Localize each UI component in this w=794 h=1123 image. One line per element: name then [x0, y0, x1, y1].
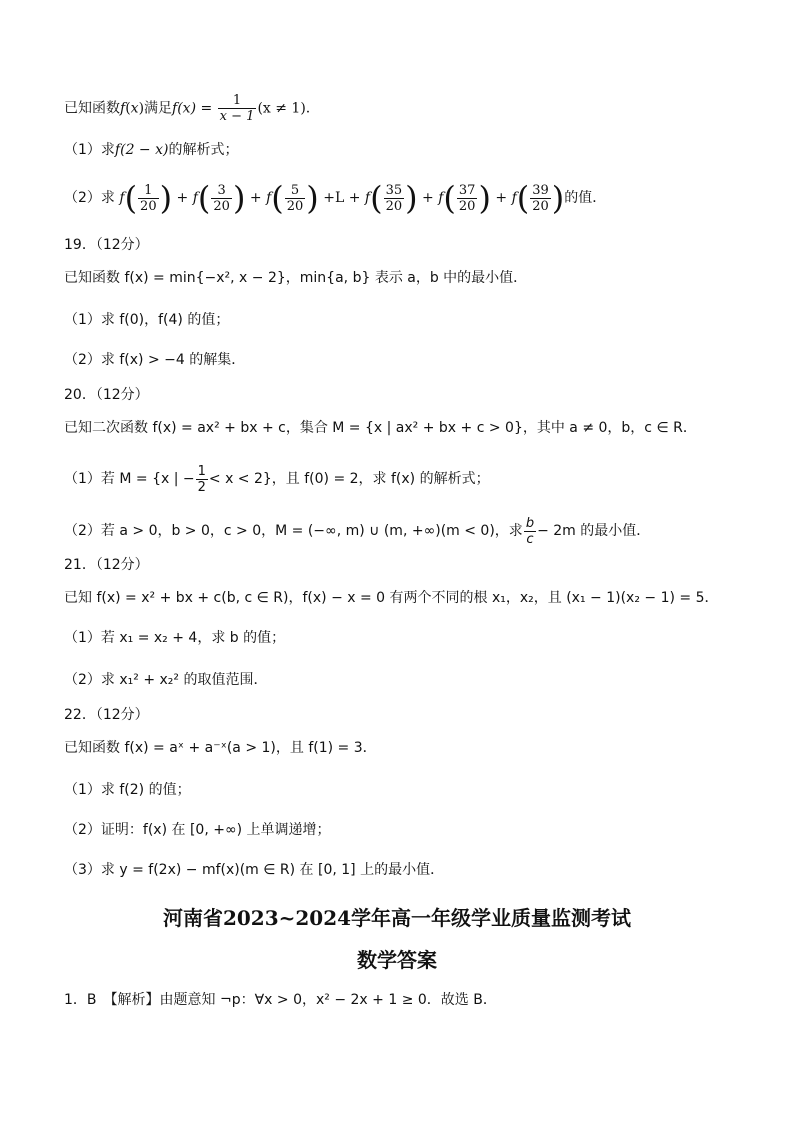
q20-stem: 已知二次函数 f(x) = ax² + bx + c，集合 M = {x | ax² + bx + c > 0}，其中 a ≠ 0，b，c ∈ R． [64, 420, 697, 436]
q22-stem: 已知函数 f(x) = aˣ + a⁻ˣ(a > 1)，且 f(1) = 3． [64, 740, 377, 756]
q22-part3: （3）求 y = f(2x) − mf(x)(m ∈ R) 在 [0, 1] 上的最小值． [64, 862, 445, 878]
q18-stem-fn: f(x) = [172, 100, 213, 117]
q19-heading: 19．（12分） [64, 237, 149, 253]
q21-part1: （1）若 x₁ = x₂ + 4，求 b 的值； [64, 630, 286, 646]
q20-heading: 20．（12分） [64, 387, 149, 403]
q22-heading: 22．（12分） [64, 707, 149, 723]
q18-stem-condition: (x ≠ 1) [257, 100, 306, 117]
answer-title: 河南省2023~2024学年高一年级学业质量监测考试 [162, 906, 632, 930]
answer-1: 1．B 【解析】由题意知 ¬p：∀x > 0，x² − 2x + 1 ≥ 0．故选 B． [64, 992, 497, 1008]
q19-part1: （1）求 f(0)，f(4) 的值； [64, 312, 230, 328]
q21-part2: （2）求 x₁² + x₂² 的取值范围． [64, 672, 268, 688]
q22-part2: （2）证明：f(x) 在 [0, +∞) 上单调递增； [64, 822, 331, 838]
q18-stem-mid: 满足 [144, 100, 173, 117]
q21-stem: 已知 f(x) = x² + bx + c(b, c ∈ R)，f(x) − x = 0 有两个不同的根 x₁，x₂，且 (x₁ − 1)(x₂ − 1) = 5． [64, 590, 719, 606]
q19-part2: （2）求 f(x) > −4 的解集． [64, 352, 246, 368]
q18-part1: （1）求f(2 − x)的解析式； [64, 142, 239, 158]
q18-stem-pre: 已知函数 [64, 100, 120, 117]
q20-part2: （2）若 a > 0，b > 0，c > 0，M = (−∞, m) ∪ (m, +∞)(m < 0)，求 $\frac{b}{c}$ − 2m 的最小值． [64, 515, 651, 547]
q18-stem-fraction: $\frac{1}{x - 1}$ [219, 93, 255, 124]
answer-subtitle: 数学答案 [357, 948, 437, 972]
q22-part1: （1）求 f(2) 的值； [64, 782, 191, 798]
q18-stem: 已知函数f(x)满足f(x) = $\frac{1}{x - 1}$ (x ≠ 1). [64, 93, 311, 124]
q19-stem: 已知函数 f(x) = min{−x², x − 2}，min{a, b} 表示 a，b 中的最小值． [64, 270, 528, 286]
q20-part1: （1）若 M = {x | − $\frac{1}{2}$ < x < 2}，且 f(0) = 2，求 f(x) 的解析式； [64, 463, 490, 495]
q21-heading: 21．（12分） [64, 557, 149, 573]
q18-part2: （2）求 f( $\frac{1}{20}$ ) + f( $\frac{3}{20}$ ) + f( $\frac{5}{20}$ ) +L + f( $\frac{35}{20}$ ) + f( $\frac{37}{20}$ ) + f( $\frac{39}{20}$ )的值． [64, 179, 607, 217]
